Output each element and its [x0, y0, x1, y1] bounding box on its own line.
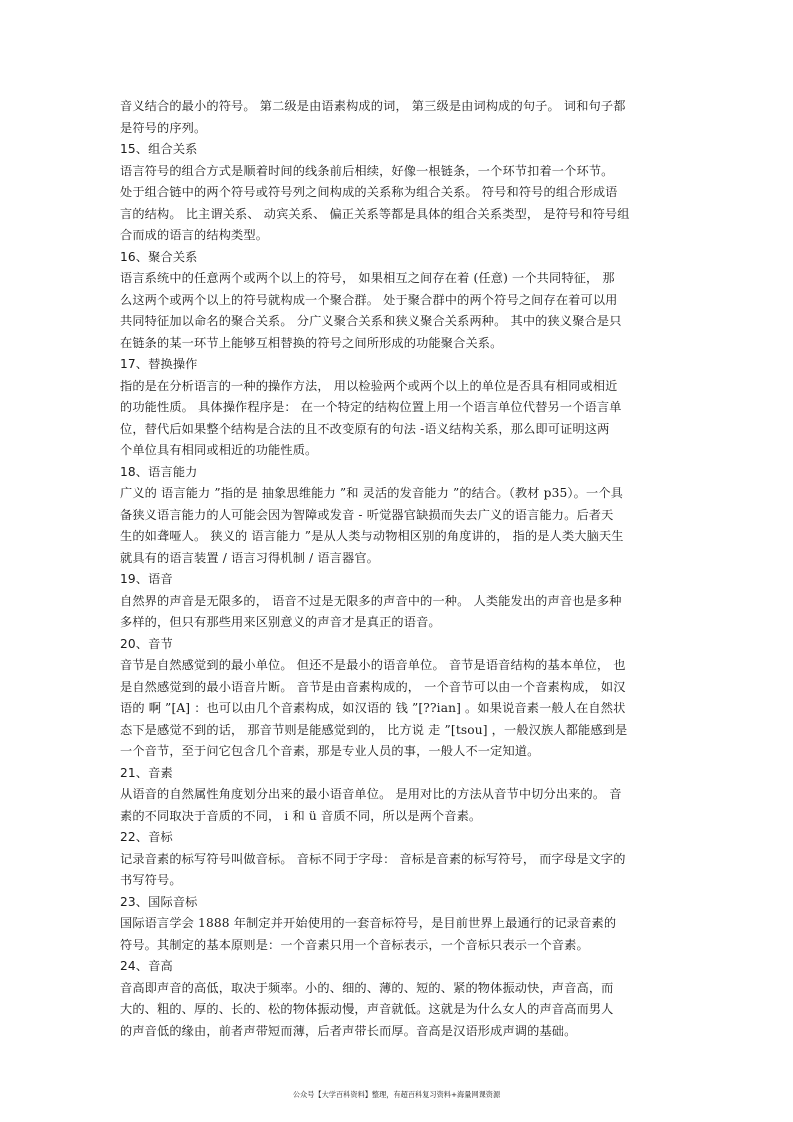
- body-text-line: 记录音素的标写符号叫做音标。 音标不同于字母： 音标是音素的标写符号， 而字母是文字的: [120, 851, 626, 866]
- body-text-line: 就具有的语言装置 / 语言习得机制 / 语言器官。: [120, 550, 380, 565]
- body-text-line: 是自然感觉到的最小语音片断。 音节是由音素构成的， 一个音节可以由一个音素构成， 如汉: [120, 679, 626, 694]
- body-text-line: 言的结构。 比主谓关系、 动宾关系、 偏正关系等都是具体的组合关系类型， 是符号和符号组: [120, 206, 630, 221]
- body-text-line: 的功能性质。 具体操作程序是： 在一个特定的结构位置上用一个语言单位代替另一个语言单: [120, 400, 622, 414]
- section-heading: 19、语音: [120, 572, 173, 586]
- body-text-line: 从语音的自然属性角度划分出来的最小语音单位。 是用对比的方法从音节中切分出来的。 音: [120, 787, 622, 801]
- body-text-line: 一个音节，至于问它包含几个音素，那是专业人员的事，一般人不一定知道。: [120, 744, 540, 758]
- section-heading: 21、音素: [120, 765, 173, 780]
- section-heading: 18、语言能力: [120, 464, 198, 479]
- body-text-line: 素的不同取决于音质的不同， i 和 ü 音质不同，所以是两个音素。: [120, 808, 482, 823]
- body-text-line: 自然界的声音是无限多的， 语音不过是无限多的声音中的一种。 人类能发出的声音也是多种: [120, 593, 622, 608]
- body-text-line: 态下是感觉不到的话， 那音节则是能感觉到的， 比方说 走 ”[tsou] ，一般汉族人都能感到是: [120, 722, 628, 737]
- body-text-line: 多样的，但只有那些用来区别意义的声音才是真正的语音。: [120, 615, 441, 629]
- body-text-line: 位，替代后如果整个结构是合法的且不改变原有的句法 -语义结构关系，那么即可证明这两: [120, 421, 610, 436]
- body-text-line: 音高即声音的高低，取决于频率。小的、细的、薄的、短的、紧的物体振动快，声音高，而: [120, 980, 614, 995]
- body-text-line: 音义结合的最小的符号。 第二级是由语素构成的词， 第三级是由词构成的句子。 词和句子都: [120, 99, 626, 113]
- body-text-line: 合而成的语言的结构类型。: [120, 228, 269, 242]
- section-heading: 23、国际音标: [120, 894, 198, 909]
- body-text-line: 语的 啊 ”[A] ：也可以由几个音素构成，如汉语的 钱 ”[??ian] 。如果说音素一般人在自然状: [120, 701, 626, 715]
- body-text-line: 备狭义语言能力的人可能会因为智障或发音 - 听觉器官缺损而失去广义的语言能力。后者天: [120, 507, 614, 522]
- body-text-line: 语言符号的组合方式是顺着时间的线条前后相续，好像一根链条，一个环节扣着一个环节。: [120, 163, 614, 178]
- page-footer: 公众号【大学百科资料】整理，有超百科复习资料+海量网课资源: [292, 1090, 501, 1099]
- body-text-line: 生的如聋哑人。 狭义的 语言能力 ”是从人类与动物相区别的角度讲的， 指的是人类大脑天生: [120, 529, 624, 543]
- body-text-line: 共同特征加以命名的聚合关系。 分广义聚合关系和狭义聚合关系两种。 其中的狭义聚合是只: [120, 314, 622, 328]
- section-heading: 20、音节: [120, 636, 173, 651]
- section-heading: 22、音标: [120, 830, 173, 844]
- body-text-line: 语言系统中的任意两个或两个以上的符号， 如果相互之间存在着 (任意) 一个共同特征， 那: [120, 271, 615, 285]
- body-text-line: 书写符号。: [120, 873, 182, 887]
- body-text-line: 国际语言学会 1888 年制定并开始使用的一套音标符号，是目前世界上最通行的记录音素的: [120, 916, 617, 930]
- body-text-line: 符号。其制定的基本原则是：一个音素只用一个音标表示，一个音标只表示一个音素。: [120, 937, 589, 952]
- body-text-line: 么这两个或两个以上的符号就构成一个聚合群。 处于聚合群中的两个符号之间存在着可以用: [120, 292, 618, 307]
- body-text-line: 广义的 语言能力 ”指的是 抽象思维能力 ”和 灵活的发音能力 ”的结合。（教材 p35）。一个具: [120, 486, 624, 500]
- section-heading: 24、音高: [120, 959, 173, 973]
- body-text-line: 处于组合链中的两个符号或符号列之间构成的关系称为组合关系。 符号和符号的组合形成语: [120, 185, 618, 199]
- body-text-line: 个单位具有相同或相近的功能性质。: [120, 443, 318, 457]
- document-body: [120, 96, 676, 1042]
- body-text-line: 音节是自然感觉到的最小单位。 但还不是最小的语音单位。 音节是语音结构的基本单位， 也: [120, 658, 626, 672]
- section-heading: 17、替换操作: [120, 357, 198, 371]
- body-text-line: 是符号的序列。: [120, 120, 207, 135]
- body-text-line: 大的、粗的、厚的、长的、松的物体振动慢，声音就低。这就是为什么女人的声音高而男人: [120, 1002, 614, 1016]
- section-heading: 16、聚合关系: [120, 249, 198, 264]
- body-text-line: 的声音低的缘由，前者声带短而薄，后者声带长而厚。音高是汉语形成声调的基础。: [120, 1023, 577, 1038]
- body-text-line: 指的是在分析语言的一种的操作方法， 用以检验两个或两个以上的单位是否具有相同或相近: [120, 378, 618, 393]
- body-text-line: 在链条的某一环节上能够互相替换的符号之间所形成的功能聚合关系。: [120, 335, 503, 350]
- section-heading: 15、组合关系: [120, 142, 198, 156]
